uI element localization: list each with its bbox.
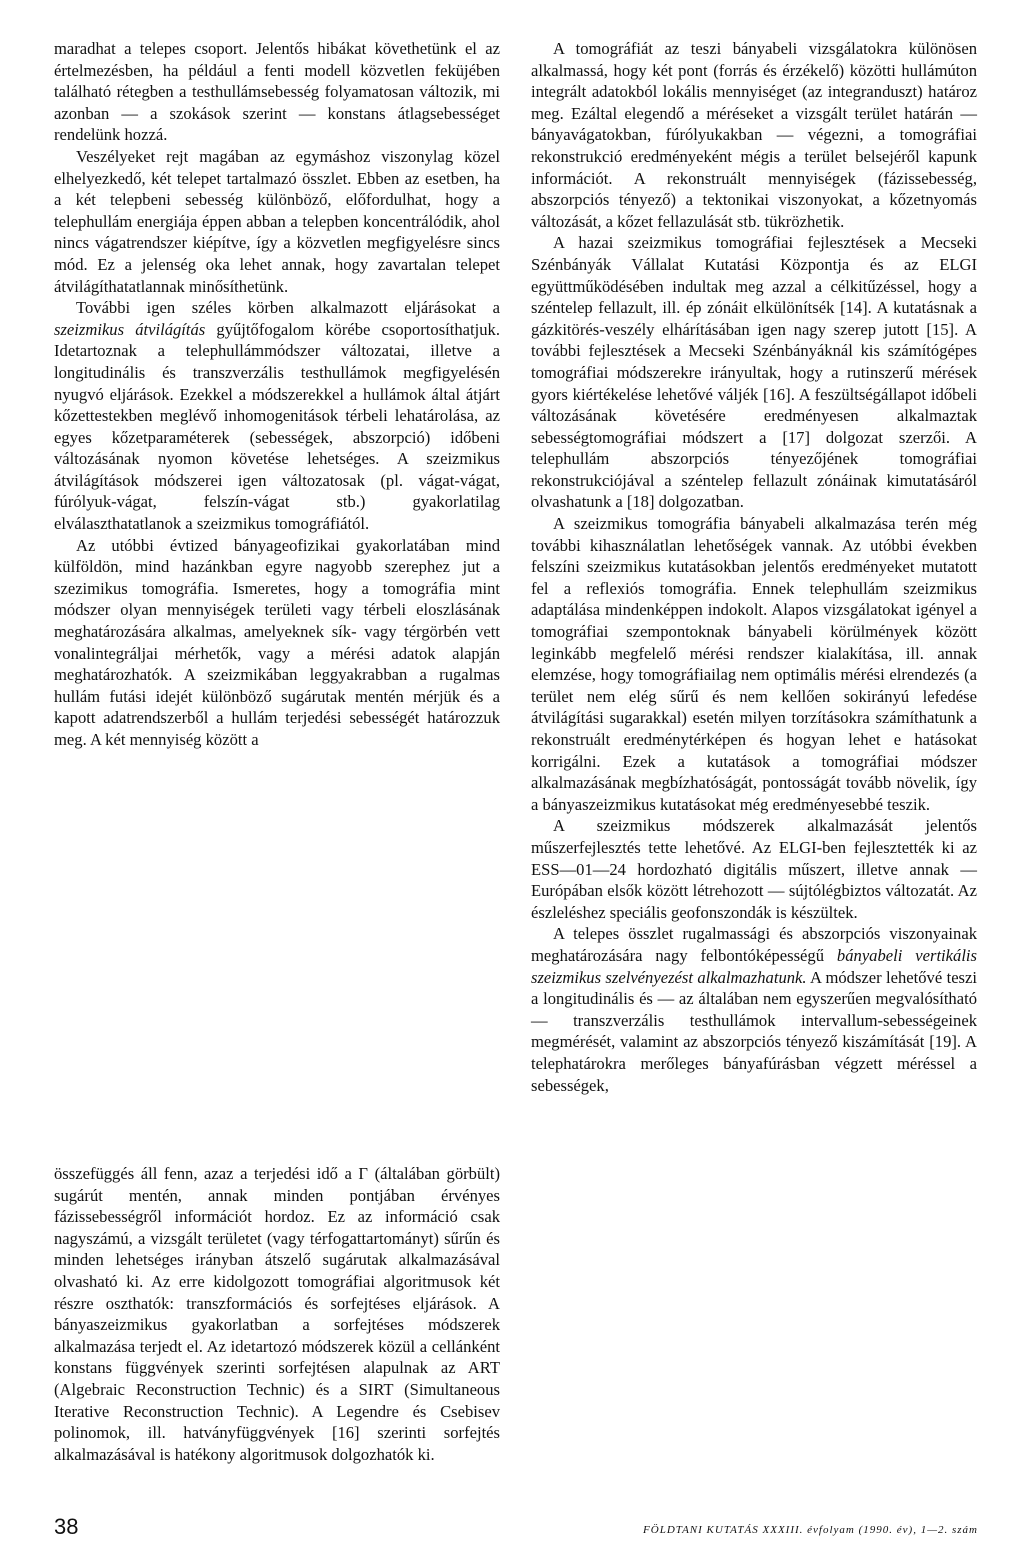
running-footer: FÖLDTANI KUTATÁS XXXIII. évfolyam (1990. év), 1—2. szám	[643, 1524, 978, 1536]
right-column	[531, 38, 977, 1096]
paragraph: maradhat a telepes csoport. Jelentős hibákat követhetünk el az értelmezésben, ha például a fenti modell közvetlen feküjében található rétegben a testhullámsebesség folyamatosan változik, mi azonban — a szokások szerint — konstans átlagsebességet rendelünk hozzá.	[54, 39, 500, 145]
paragraph: A szeizmikus módszerek alkalmazását jelentős műszerfejlesztés tette lehetővé. Az ELGI-ben fejlesztették ki az ESS—01—24 hordozható digitális műszert, illetve annak — Európában elsők között létrehozott — sújtólégbiztos változatát. Az észleléshez speciális geofonszondák is készültek.	[531, 816, 977, 922]
italic-term: szeizmikus átvilágítás	[54, 319, 206, 339]
paragraph: összefüggés áll fenn, azaz a terjedési idő a Γ (általában görbült) sugárút mentén, annak minden pontjában érvényes fázissebességről információt hordoz. Ez az információ csak nagyszámú, a vizsgált területet (vagy térfogattartományt) sűrűn és minden lehetséges irányban átszelő sugárutak alkalmazásával olvasható ki. Az erre kidolgozott tomográfiai algoritmusok két részre oszthatók: transzformációs és sorfejtéses eljárások. A bányaszeizmikus gyakorlatban a sorfejtéses módszerek alkalmazása terjedt el. Az idetartozó módszerek közül a cellánként konstans függvények szerinti sorfejtésen alapulnak az ART (Algebraic Reconstruction Technic) és a SIRT (Simultaneous Iterative Reconstruction Technic). A Legendre és Csebisev polinomok, ill. hatványfüggvények [16] szerinti sorfejtés alkalmazásával is hatékony algoritmusok dolgozhatók ki.	[54, 1164, 500, 1464]
italic-term: bányabeli vertikális szeizmikus szelvényezést alkalmazhatunk.	[531, 945, 978, 987]
paragraph: A tomográfiát az teszi bányabeli vizsgálatokra különösen alkalmassá, hogy két pont (forrás és érzékelő) közötti hullámúton integrált adatokból lokális mennyiséget (az integranduszt) határoz meg. Ezáltal elegendő a méréseket a vizsgált terület határán — bányavágatokban, fúrólyukakban — végezni, a tomográfiai rekonstrukció eredményeként mégis a terület belsejéről kapunk információt. A rekonstruált mennyiségek (fázissebesség, abszorpciós tényező) a tektonikai viszonyokat, a kőzetnyomás változását, a kőzet fellazulását stb. tükrözhetik.	[531, 39, 977, 231]
text-run: gyűjtőfogalom körébe csoportosíthatjuk. Idetartoznak a telephullámmódszer változatai, illetve a longitudinális és transzverzális testhullámok megfigyelésén nyugvó eljárások. Ezekkel a módszerekkel a hullámok által átjárt kőzettestekben meglévő inhomogenitások térbeli lehatárolása, az egyes kőzetparaméterek (sebességek, abszorpció) időbeni változásának nyomon követése lehetséges. A szeizmikus átvilágítások módszerei igen változatosak (pl. vágat-vágat, fúrólyuk-vágat, felszín-vágat stb.) gyakorlatilag elválaszthatatlanok a szeizmikus tomográfiától.	[54, 319, 500, 534]
left-column	[54, 38, 500, 751]
paragraph: A szeizmikus tomográfia bányabeli alkalmazása terén még további kihasználatlan lehetőségek vannak. Az utóbbi években felszíni szeizmikus kutatásokban jelentős eredményeket mutatott fel a reflexiós tomográfia. Ennek telephullám szeizmikus adaptálása mindenképpen indokolt. Alapos vizsgálatokat igényel a tomográfiai szempontoknak bányabeli körülmények között leginkább megfelelő mérési rendszer kialakítása, ill. annak elemzése, hogy tomográfiailag nem optimális mérési elrendezés (a terület nem elég sűrű és nem kellően sokirányú lefedése átvilágítási sugarakkal) esetén milyen torzításokra számíthatunk a rekonstruált eredménytérképen és hogyan lehet e hatásokat korrigálni. Ezek a kutatások a tomográfiai módszer alkalmazásának megbízhatóságát, pontosságát tovább növelik, így a bányaszeizmikus kutatásokat még eredményesebbé teszik.	[531, 514, 977, 814]
paragraph	[531, 923, 977, 1096]
left-column-continuation	[54, 1163, 500, 1465]
paragraph	[54, 297, 500, 535]
paragraph: Veszélyeket rejt magában az egymáshoz viszonylag közel elhelyezkedő, két telepet tartalmazó összlet. Ebben az esetben, ha a két telepbeni sebesség különböző, előfordulhat, hogy a telephullám energiája éppen abban a telepben koncentrálódik, ahol nincs vágatrendszer kiépítve, így a közvetlen megfigyelésre sincs mód. Ez a jelenség oka lehet annak, hogy zavartalan telepet átvilágíthatatlannak minősíthetünk.	[54, 146, 500, 296]
text-run: A módszer lehetővé teszi a longitudinális és — az általában nem egyszerűen megvalósítható — transzverzális testhullámok intervallum-sebességeinek megmérését, valamint az abszorpciós tényező kiszámítását [19]. A telephatárokra merőleges bányafúrásban végzett méréssel a sebességek,	[531, 967, 977, 1095]
paragraph: A hazai szeizmikus tomográfiai fejlesztések a Mecseki Szénbányák Vállalat Kutatási Központja és az ELGI együttműködésében indultak meg azzal a célkitűzéssel, hogy a széntelep fellazult, ill. ép zónáit elkülönítsék [14]. A kutatásnak a gázkitörés-veszély elhárításában igen nagy szerep jutott [15]. A további fejlesztések a Mecseki Szénbányáknál kis számítógépes tomográfiai módszerekre irányultak, hogy a rutinszerű mérések gyors kiértékelése lehetővé váljék [16]. A feszültségállapot időbeli változásának követésére eredményesen alkalmaztak sebességtomográfiai módszert a [17] dolgozat szerzői. A telephullám abszorpciós tényezőjének tomográfiai rekonstrukciójával a széntelep fellazult zónáinak kimutatásáról olvashatunk a [18] dolgozatban.	[531, 233, 977, 512]
paragraph: Az utóbbi évtized bányageofizikai gyakorlatában mind külföldön, mind hazánkban egyre nagyobb szerephez jut a szezimikus tomográfia. Ismeretes, hogy a tomográfia mint módszer olyan mennyiségek területi vagy térbeli eloszlásának meghatározására alkalmas, amelyeknek sík- vagy térgörbén vett vonalintegráljai mérhetők, vagy a mérési adatok alapján meghatározhatók. A szeizmikában leggyakrabban a rugalmas hullám futási idejét különböző sugárutak mentén mérjük és a kapott adatrendszerből a hullám terjedési sebességét határozzuk meg. A két mennyiség között a	[54, 535, 500, 749]
page-number: 38	[54, 1514, 79, 1539]
text-run: A telepes összlet rugalmassági és abszorpciós viszonyainak meghatározására nagy felbontóképességű	[531, 924, 977, 965]
text-run: További igen széles körben alkalmazott eljárásokat a	[76, 298, 500, 318]
